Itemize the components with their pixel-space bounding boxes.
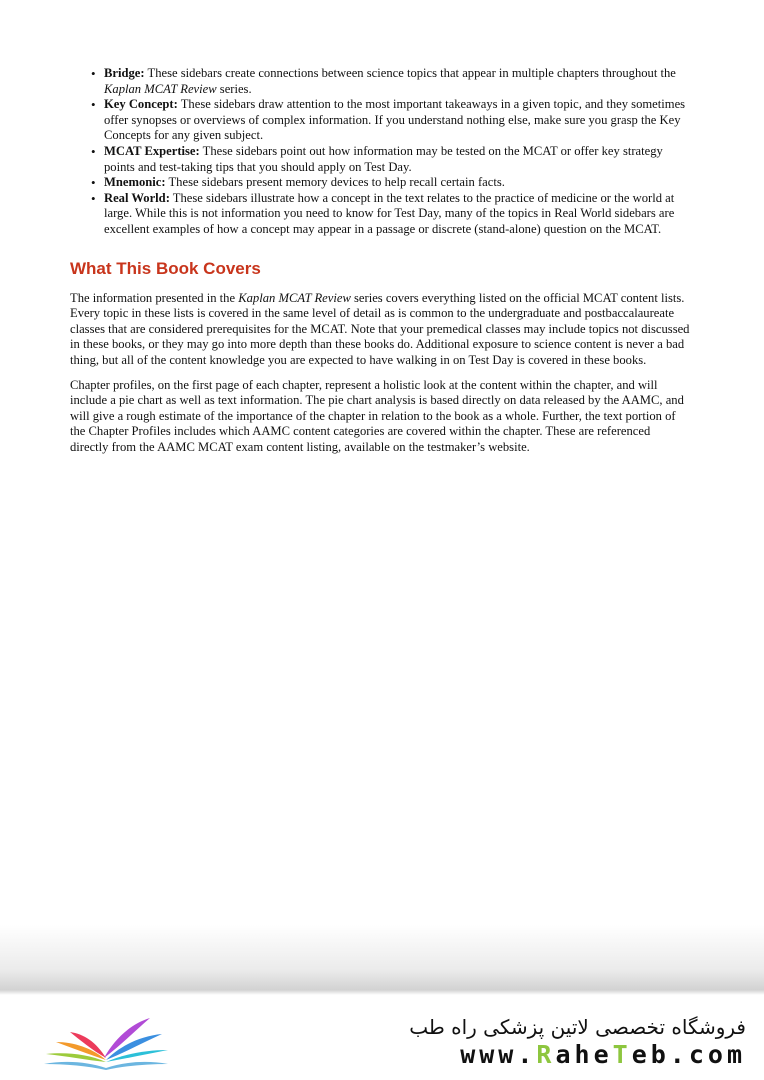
- item-text: These sidebars draw attention to the most important takeaways in a given topic, and they sometimes offer synopses or overviews of complex information. If you understand nothing else, make sure you grasp the Key Concepts for any given subject.: [104, 97, 686, 143]
- paragraph-content-coverage: [70, 291, 690, 369]
- item-text: These sidebars present memory devices to help recall certain facts.: [165, 175, 505, 190]
- term-label: Bridge:: [104, 66, 145, 80]
- paragraph-text: series covers everything listed on the official MCAT content lists. Every topic in these lists is covered in the same level of detail as is common to the undergraduate and postbaccalaureate classes that are considered prerequisites for the MCAT. Note that your premedical classes may include topics not discussed in these books, or they may go into more depth than these books do. Additional exposure to science content is never a bad thing, but all of the content knowledge you are expected to have walking in on Test Day is covered in these books.: [70, 290, 690, 367]
- term-label: Mnemonic:: [104, 175, 166, 190]
- url-part: ahe: [555, 1040, 613, 1069]
- url-prefix: www.: [460, 1040, 537, 1069]
- logo-book-base: [44, 1062, 168, 1070]
- book-title-italic: Kaplan MCAT Review: [238, 290, 351, 305]
- store-name-persian: فروشگاه تخصصی لاتین پزشکی راه طب: [409, 1015, 746, 1039]
- book-title-italic: Kaplan MCAT Review: [104, 81, 217, 96]
- term-label: Real World:: [104, 190, 170, 205]
- item-text: These sidebars create connections between science topics that appear in multiple chapters throughout the: [144, 66, 676, 80]
- item-text: series.: [216, 81, 252, 96]
- paragraph-chapter-profiles: Chapter profiles, on the first page of each chapter, represent a holistic look at the content within the chapter, and will include a pie chart as well as text information. The pie chart analysis is based directly on data released by the AAMC, and will give a rough estimate of the importance of the chapter in relation to the book as a whole. Further, the text portion of the Chapter Profiles includes which AAMC content categories are covered within the chapter. These are referenced directly from the AAMC MCAT exam content listing, available on the testmaker’s website.: [70, 377, 684, 454]
- list-item-key-concept: [104, 97, 690, 144]
- url-highlight-r: R: [536, 1040, 556, 1069]
- url-suffix: eb.com: [631, 1040, 746, 1069]
- sidebar-types-list: [70, 66, 690, 238]
- section-heading: What This Book Covers: [70, 258, 261, 278]
- book-rainbow-logo: [40, 1008, 170, 1070]
- url-highlight-t: T: [612, 1040, 632, 1069]
- term-label: Key Concept:: [104, 97, 178, 112]
- item-text: These sidebars point out how information may be tested on the MCAT or offer key strategy points and test-taking tips that you should apply on Test Day.: [104, 143, 663, 174]
- page-body: [70, 66, 690, 464]
- list-item-mcat-expertise: [104, 144, 690, 175]
- list-item-mnemonic: [104, 175, 690, 191]
- item-text: These sidebars illustrate how a concept in the text relates to the practice of medicine or the world at large. While this is not information you need to know for Test Day, many of the topics in Real World sidebars are excellent examples of how a concept may appear in a passage or discrete (stand-alone) question on the MCAT.: [104, 190, 675, 236]
- paragraph-text: The information presented in the: [70, 290, 239, 305]
- term-label: MCAT Expertise:: [104, 143, 200, 158]
- list-item-bridge: [104, 66, 690, 97]
- list-item-real-world: [104, 191, 690, 238]
- website-url[interactable]: [460, 1040, 746, 1069]
